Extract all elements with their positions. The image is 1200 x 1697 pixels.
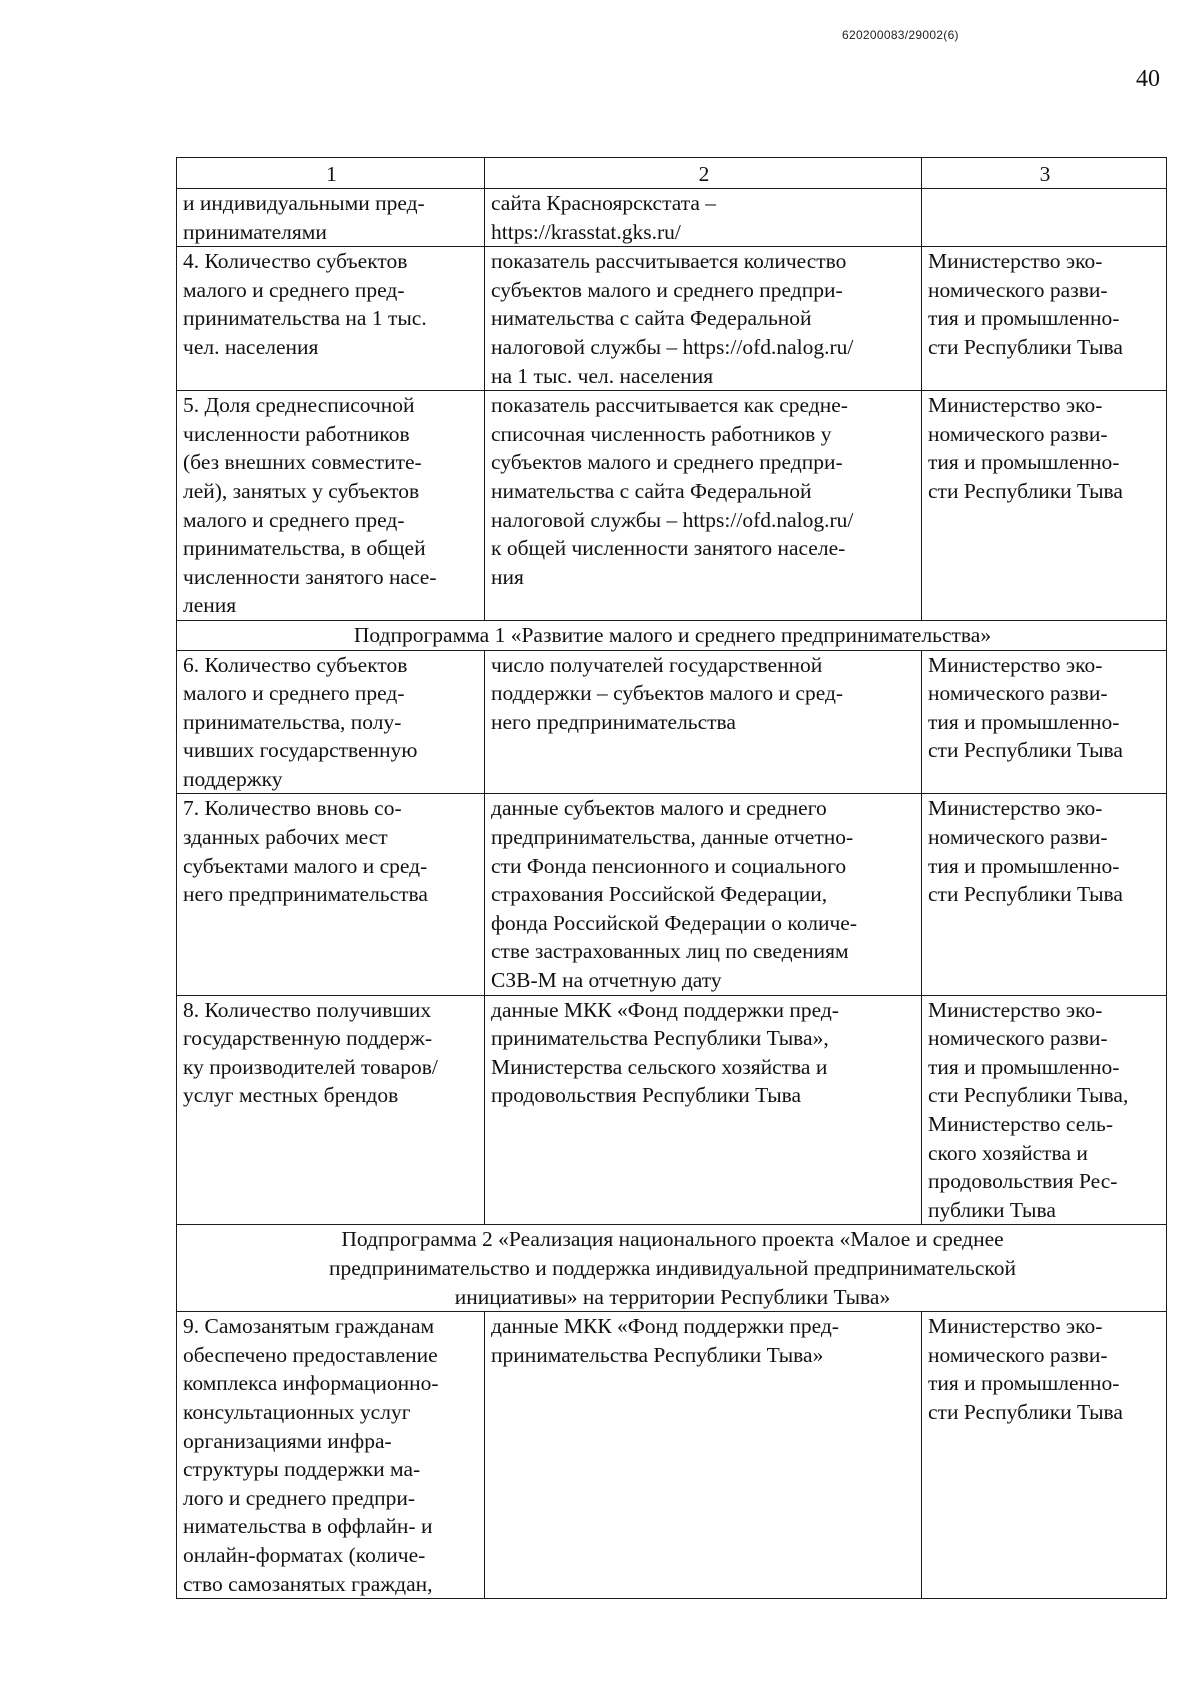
calculation-method-cell: данные МКК «Фонд поддержки пред- принимательства Республики Тыва», Министерства сельского хозяйства и продовольствия Республики Тыва xyxy=(485,995,922,1225)
indicator-name-cell: 6. Количество субъектов малого и среднего пред- принимательства, полу- чивших государственную поддержку xyxy=(177,650,485,794)
indicators-table xyxy=(176,157,1167,1599)
table-row xyxy=(177,650,1167,794)
table-row xyxy=(177,391,1167,621)
document-code: 620200083/29002(6) xyxy=(842,28,959,42)
column-number-3: 3 xyxy=(922,158,1167,189)
calculation-method-cell: показатель рассчитывается как средне- списочная численность работников у субъектов малого и среднего предпри- нимательства с сайта Федеральной налоговой службы – https://ofd.nalog.ru/ к общей численности занятого населе- ния xyxy=(485,391,922,621)
responsible-cell: Министерство эко- номического разви- тия и промышленно- сти Республики Тыва xyxy=(922,650,1167,794)
page-number: 40 xyxy=(1136,66,1160,92)
subprogram-title: Подпрограмма 1 «Развитие малого и среднего предпринимательства» xyxy=(177,620,1167,650)
section-row xyxy=(177,620,1167,650)
subprogram-title: Подпрограмма 2 «Реализация национального проекта «Малое и среднее предпринимательство и поддержка индивидуальной предпринимательской инициативы» на территории Республики Тыва» xyxy=(177,1225,1167,1312)
column-number-2: 2 xyxy=(485,158,922,189)
table-row xyxy=(177,1312,1167,1599)
column-number-1: 1 xyxy=(177,158,485,189)
indicator-name-cell: и индивидуальными пред- принимателями xyxy=(177,189,485,247)
responsible-cell: Министерство эко- номического разви- тия и промышленно- сти Республики Тыва, Министерство сель- ского хозяйства и продовольствия Рес- публики Тыва xyxy=(922,995,1167,1225)
section-row xyxy=(177,1225,1167,1312)
responsible-cell: Министерство эко- номического разви- тия и промышленно- сти Республики Тыва xyxy=(922,794,1167,995)
responsible-cell: Министерство эко- номического разви- тия и промышленно- сти Республики Тыва xyxy=(922,247,1167,391)
table-header-row xyxy=(177,158,1167,189)
calculation-method-cell: данные субъектов малого и среднего предпринимательства, данные отчетно- сти Фонда пенсионного и социального страхования Российской Федерации, фонда Российской Федерации о количе- стве застрахованных лиц по сведениям СЗВ-М на отчетную дату xyxy=(485,794,922,995)
table-row xyxy=(177,794,1167,995)
calculation-method-cell: число получателей государственной поддержки – субъектов малого и сред- него предпринимательства xyxy=(485,650,922,794)
calculation-method-cell: данные МКК «Фонд поддержки пред- принимательства Республики Тыва» xyxy=(485,1312,922,1599)
indicator-name-cell: 5. Доля среднесписочной численности работников (без внешних совместите- лей), занятых у субъектов малого и среднего пред- принимательства, в общей численности занятого насе- ления xyxy=(177,391,485,621)
table-row xyxy=(177,247,1167,391)
calculation-method-cell: показатель рассчитывается количество субъектов малого и среднего предпри- нимательства с сайта Федеральной налоговой службы – https://ofd.nalog.ru/ на 1 тыс. чел. населения xyxy=(485,247,922,391)
calculation-method-cell: сайта Красноярскстата – https://krasstat.gks.ru/ xyxy=(485,189,922,247)
indicator-name-cell: 9. Самозанятым гражданам обеспечено предоставление комплекса информационно- консультационных услуг организациями инфра- структуры поддержки ма- лого и среднего предпри- нимательства в оффлайн- и онлайн-форматах (количе- ство самозанятых граждан, xyxy=(177,1312,485,1599)
indicator-name-cell: 7. Количество вновь со- зданных рабочих мест субъектами малого и сред- него предпринимательства xyxy=(177,794,485,995)
indicator-name-cell: 4. Количество субъектов малого и среднего пред- принимательства на 1 тыс. чел. населения xyxy=(177,247,485,391)
indicator-name-cell: 8. Количество получивших государственную поддерж- ку производителей товаров/ услуг местных брендов xyxy=(177,995,485,1225)
responsible-cell xyxy=(922,189,1167,247)
responsible-cell: Министерство эко- номического разви- тия и промышленно- сти Республики Тыва xyxy=(922,1312,1167,1599)
responsible-cell: Министерство эко- номического разви- тия и промышленно- сти Республики Тыва xyxy=(922,391,1167,621)
table-row xyxy=(177,995,1167,1225)
table-row xyxy=(177,189,1167,247)
